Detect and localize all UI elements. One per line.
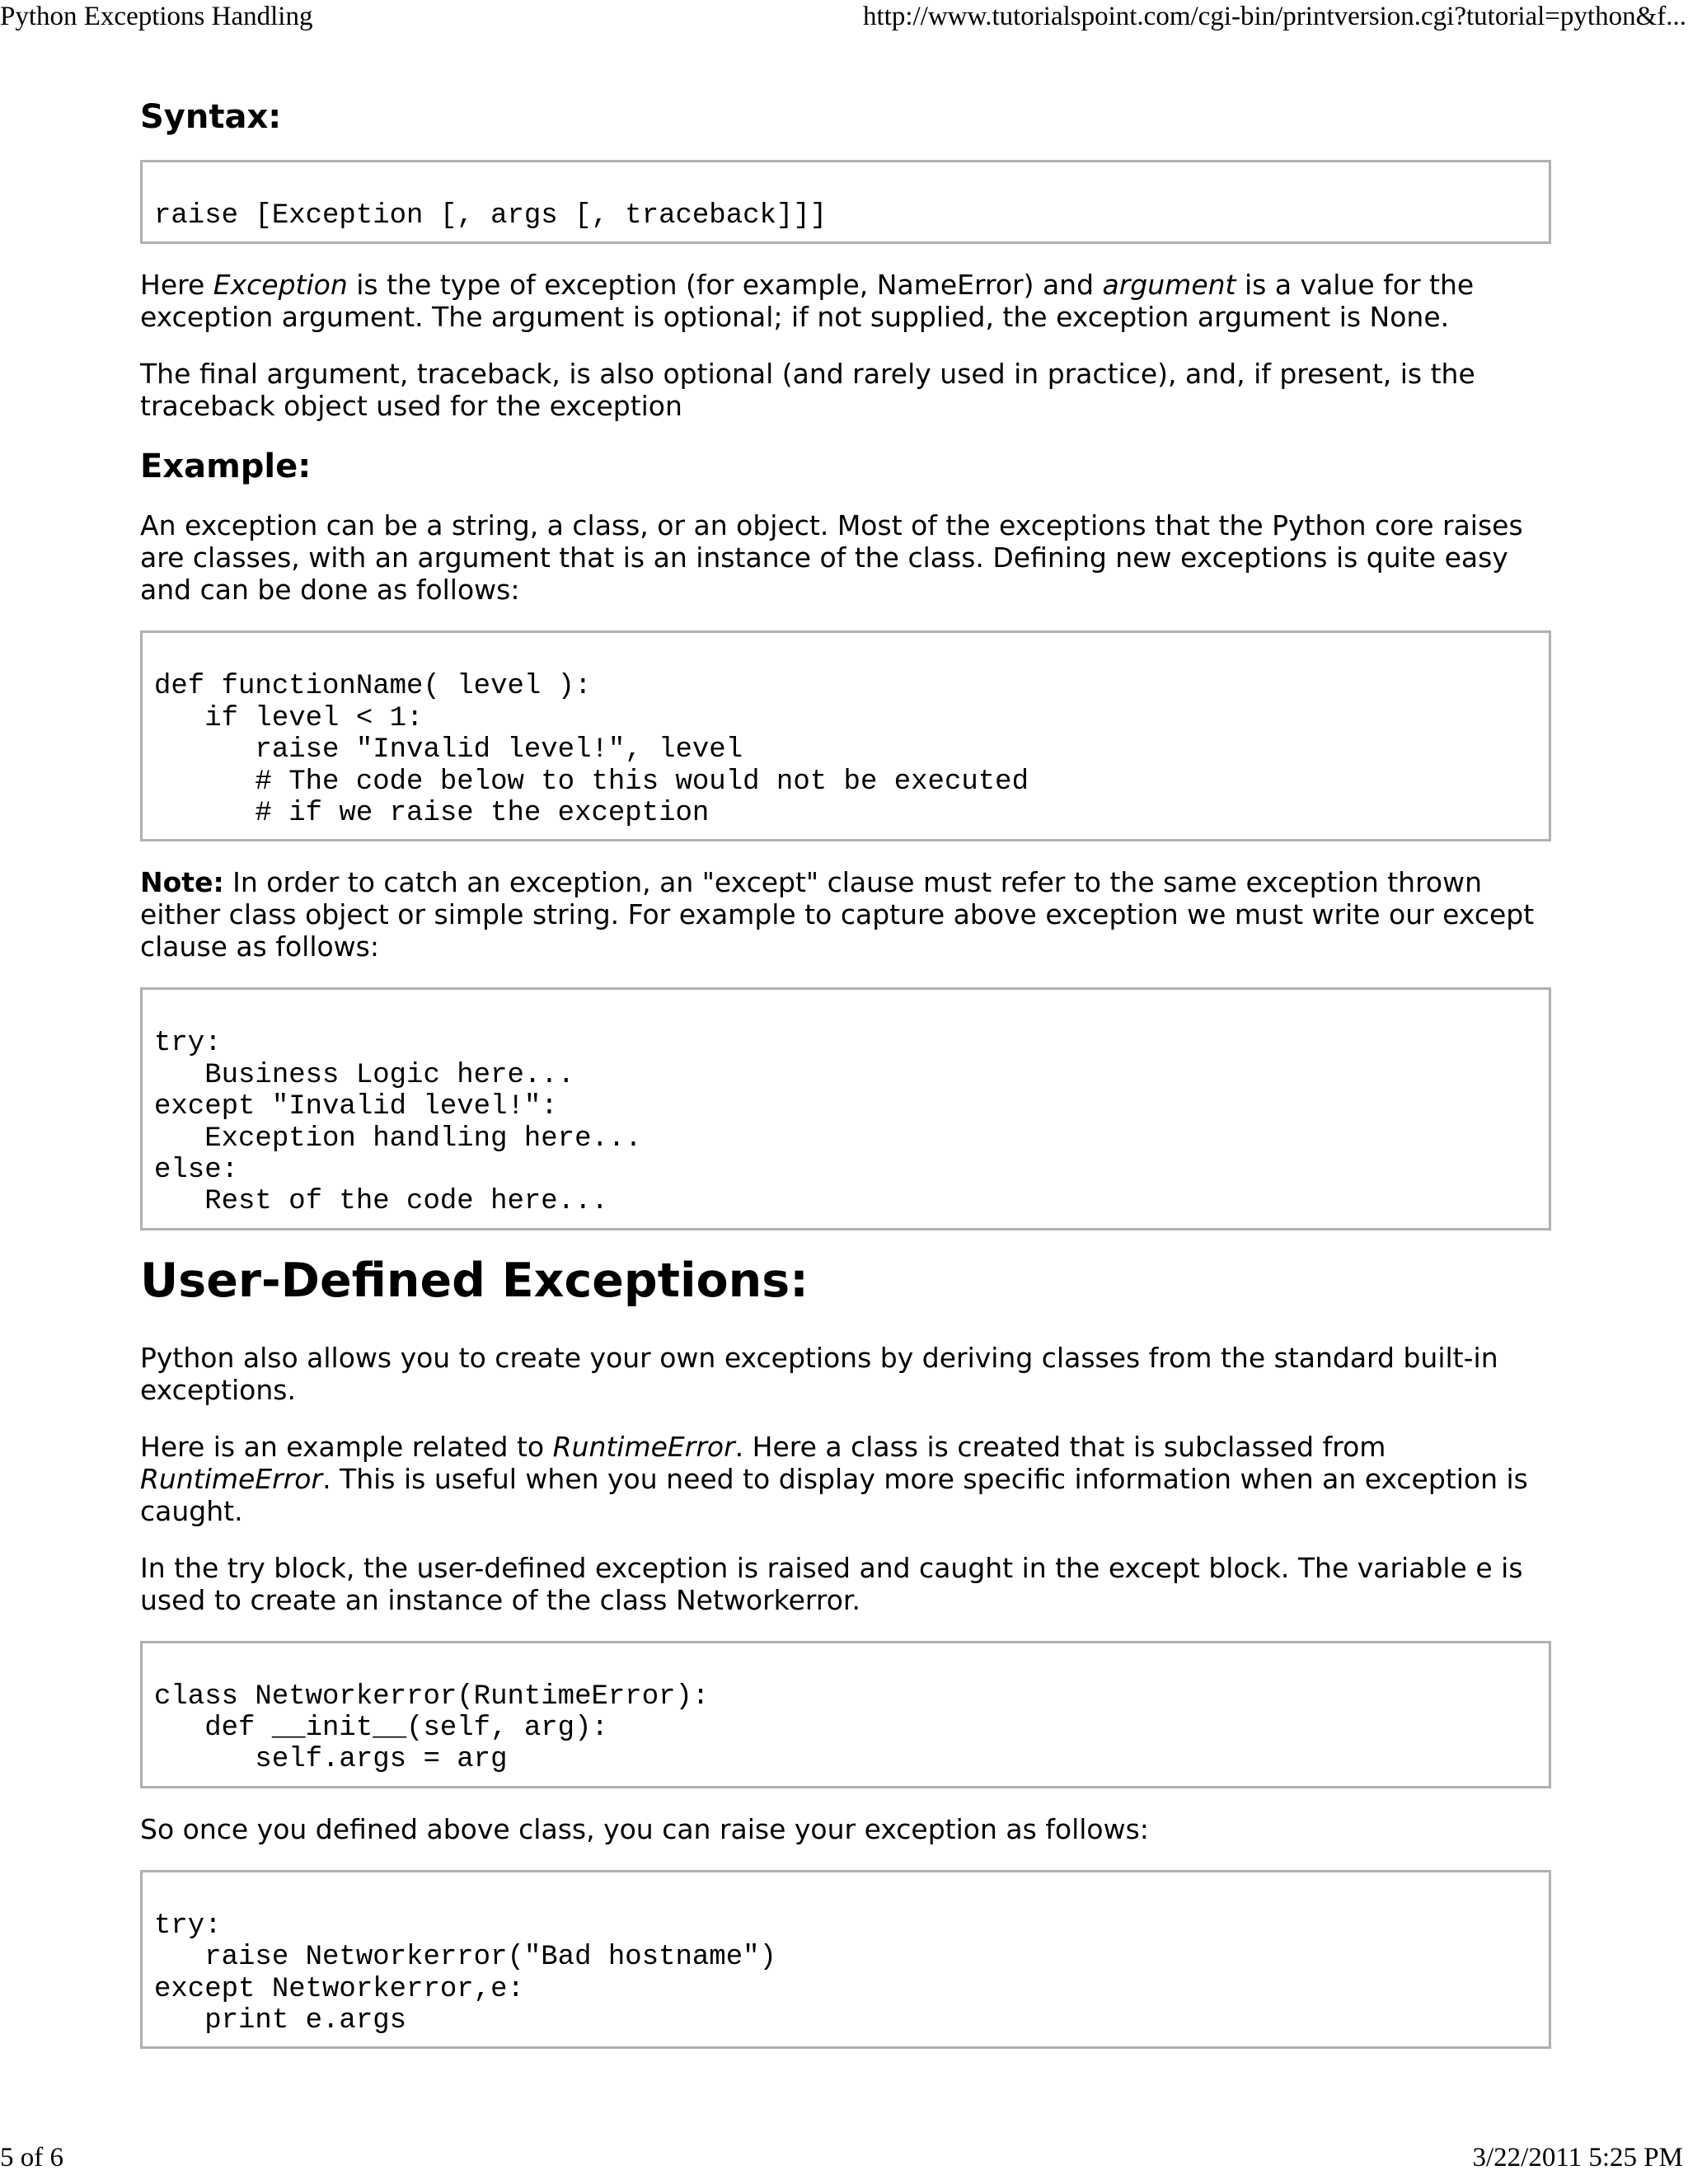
example-heading: Example: — [140, 448, 312, 486]
text-run: Here — [140, 269, 213, 302]
text-run: . Here a class is created that is subclassed from — [734, 1430, 1386, 1463]
print-footer-page: 5 of 6 — [0, 2143, 63, 2172]
text-run: is the type of exception (for example, NameError) and — [347, 269, 1103, 302]
runtimeerror-term: RuntimeError — [140, 1462, 323, 1495]
example-paragraph-1: An exception can be a string, a class, or an object. Most of the exceptions that the Python core raises are classes, with an argument that is an instance of the class. Defining new exceptions is quite easy and can be done as follows: — [140, 509, 1523, 607]
print-header-title: Python Exceptions Handling — [0, 2, 313, 31]
runtimeerror-term: RuntimeError — [552, 1430, 735, 1463]
syntax-paragraph-2: The final argument, traceback, is also optional (and rarely used in practice), and, if present, is the traceback object used for the exception — [140, 358, 1475, 423]
article-content — [140, 97, 1551, 2074]
print-footer-datetime: 3/22/2011 5:25 PM — [1472, 2143, 1683, 2172]
user-defined-paragraph-2 — [140, 1431, 1551, 1527]
syntax-code-block: raise [Exception [, args [, traceback]]] — [140, 160, 1551, 244]
note-paragraph — [140, 866, 1551, 963]
example-code-block: def functionName( level ): if level < 1: raise "Invalid level!", level # The code below to this would not be executed # if we raise the exception — [140, 630, 1551, 841]
note-label: Note: — [140, 866, 224, 899]
text-run: . This is useful when you need to display more specific information when an exception is caught. — [140, 1462, 1528, 1527]
argument-term: argument — [1102, 269, 1236, 302]
user-defined-paragraph-1: Python also allows you to create your own exceptions by deriving classes from the standard built-in exceptions. — [140, 1341, 1498, 1406]
syntax-paragraph-1 — [140, 269, 1551, 333]
exception-term: Exception — [213, 269, 348, 302]
raise-code-block: try: raise Networkerror("Bad hostname") except Networkerror,e: print e.args — [140, 1870, 1551, 2050]
user-defined-paragraph-4: So once you defined above class, you can raise your exception as follows: — [140, 1812, 1149, 1845]
syntax-heading: Syntax: — [140, 98, 282, 136]
text-run: Here is an example related to — [140, 1430, 553, 1463]
except-code-block: try: Business Logic here... except "Invalid level!": Exception handling here... else: Rest of the code here... — [140, 987, 1551, 1230]
text-run: is a value for the exception argument. The argument is optional; if not supplied, the exception argument is None. — [140, 269, 1475, 334]
class-code-block: class Networkerror(RuntimeError): def __init__(self, arg): self.args = arg — [140, 1641, 1551, 1788]
note-text: In order to catch an exception, an "except" clause must refer to the same exception thrown either class object or simple string. For example to capture above exception we must write our except clause as follows: — [140, 866, 1535, 963]
print-header-url: http://www.tutorialspoint.com/cgi-bin/printversion.cgi?tutorial=python&f... — [863, 2, 1686, 31]
user-defined-heading: User-Defined Exceptions: — [140, 1253, 809, 1308]
user-defined-paragraph-3: In the try block, the user-defined exception is raised and caught in the except block. The variable e is used to create an instance of the class Networkerror. — [140, 1551, 1523, 1616]
